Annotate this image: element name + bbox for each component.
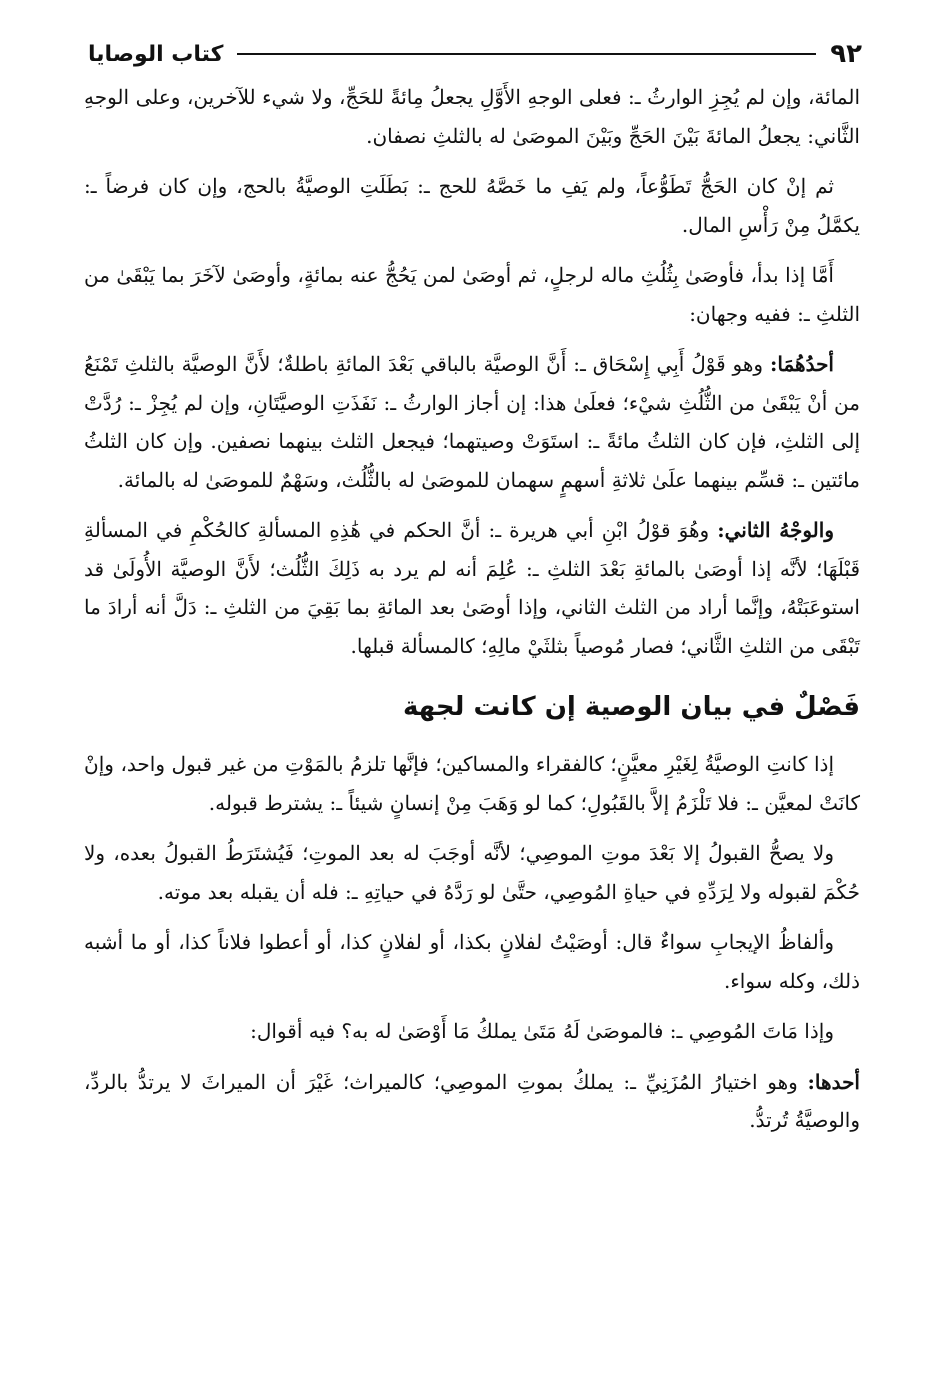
running-header bbox=[88, 38, 862, 70]
paragraph-lead: أحدها: bbox=[807, 1069, 860, 1094]
paragraph: والوجْهُ الثاني: وهُوَ قوْلُ ابْنِ أبي هريرة ـ: أنَّ الحكم في هَٰذِهِ المسألةِ كالحُكْمِ في المسألةِ قَبْلَهَا؛ لأنَّه إذا أوصَىٰ بالمائةِ بَعْدَ الثلثِ ـ: عُلِمَ أنه لم يرد به ذَلِكَ الثُّلُث؛ لأَنَّ الوصيَّة الأُولَىٰ قد استوعَبَتْهُ، وإنَّما أراد من الثلث الثاني، وإذا أوصَىٰ بعد المائةِ بما بَقِيَ من الثلثِ ـ: دَلَّ أنه أرادَ ما تَبْقَى من الثلثِ الثَّاني؛ فصار مُوصياً بثلثَيْ مالِهِ؛ كالمسألة قبلها. bbox=[84, 518, 860, 658]
paragraph: وإذا مَاتَ المُوصِي ـ: فالموصَىٰ لَهُ مَتَىٰ يملكُ مَا أَوْصَىٰ له به؟ فيه أقوال: bbox=[250, 1019, 834, 1043]
page-body bbox=[84, 78, 860, 1152]
paragraph: ولا يصحُّ القبولُ إلا بَعْدَ موتِ الموصِي؛ لأنَّه أوجَبَ له بعد الموتِ؛ فَيُشتَرَطُ القبولُ بعده، ولا حُكْمَ لقبوله ولا لِرَدِّهِ في حياةِ المُوصِي، حتَّىٰ لو رَدَّهُ في حياتِهِ ـ: فله أن يقبله بعد موته. bbox=[84, 841, 860, 904]
paragraph-lead: أحدُهُمَا: bbox=[769, 352, 834, 376]
paragraph: المائة، وإن لم يُجِزِ الوارثُ ـ: فعلى الوجهِ الأَوَّلِ يجعلُ مِائةً للحَجِّ، ولا شيء للآخرين، وعلى الوجهِ الثَّاني: يجعلُ المائةَ بَيْنَ الحَجِّ وبَيْنَ الموصَىٰ له بالثلثِ نصفان. bbox=[84, 85, 860, 148]
page-number: ٩٢ bbox=[830, 39, 862, 69]
paragraph: وألفاظُ الإيجابِ سواءٌ قال: أوصَيْتُ لفلانٍ بكذا، أو لفلانٍ كذا، أو أعطوا فلاناً كذا، أو ما أشبه ذلك، وكله سواء. bbox=[84, 930, 860, 993]
paragraph-lead: والوجْهُ الثاني: bbox=[717, 518, 834, 542]
paragraph: أحدها: وهو اختيارُ المُزَنِيِّ ـ: يملكُ بموتِ الموصِي؛ كالميراث؛ غَيْرَ أن الميراثَ لا يرتدُّ بالردِّ، والوصيَّةُ تُرتدُّ. bbox=[84, 1069, 860, 1132]
paragraph: ثم إنْ كان الحَجُّ تَطَوُّعاً، ولم يَفِ ما خَصَّهُ للحج ـ: بَطَلَتِ الوصيَّةُ بالحج، وإن كان فرضاً ـ: يكمَّلُ مِنْ رَأْسِ المال. bbox=[84, 174, 860, 237]
paragraph: إذا كانتِ الوصيَّةُ لِغَيْرِ معيَّنٍ؛ كالفقراء والمساكين؛ فإنَّها تلزمُ بالمَوْتِ من غير قبول واحد، وإنْ كانَتْ لمعيَّن ـ: فلا تَلْزَمُ إلاَّ بالقَبُولِ؛ كما لو وَهَبَ مِنْ إنسانٍ شيئاً ـ: يشترط قبوله. bbox=[84, 752, 860, 815]
section-heading: فَصْلٌ في بيان الوصية إن كانت لجهة bbox=[402, 692, 860, 722]
header-rule bbox=[237, 53, 816, 55]
paragraph: أحدُهُمَا: وهو قَوْلُ أَبِي إِسْحَاق ـ: أَنَّ الوصيَّة بالباقي بَعْدَ المائةِ باطلةٌ؛ لأَنَّ الوصيَّة بالثلثِ تَمْنَعُ من أنْ يَبْقَىٰ من الثُّلُثِ شيْء؛ فعلَىٰ هذا: إن أجاز الوارثُ ـ: نَفَذَتِ الوصيَّتَانِ، وإن لم يُجِزْ ـ: رُدَّتْ إلى الثلثِ، فإن كان الثلثُ مائةً ـ: استَوَتْ وصيتهما؛ فيجعل الثلث بينهما نصفين. وإن كان الثلثُ مائتين ـ: قسِّم بينهما علَىٰ ثلاثةِ أسهمٍ سهمان للموصَىٰ له بالثُّلُث، وسَهْمٌ للموصَىٰ له بالمائة. bbox=[84, 352, 860, 492]
paragraph: أَمَّا إذا بدأ، فأوصَىٰ بِثُلُثِ ماله لرجلٍ، ثم أوصَىٰ لمن يَحُجُّ عنه بمائةٍ، وأوصَىٰ لآخَرَ بما يَبْقَىٰ من الثلثِ ـ: ففيه وجهان: bbox=[84, 263, 860, 326]
book-title: كتاب الوصايا bbox=[88, 41, 224, 67]
